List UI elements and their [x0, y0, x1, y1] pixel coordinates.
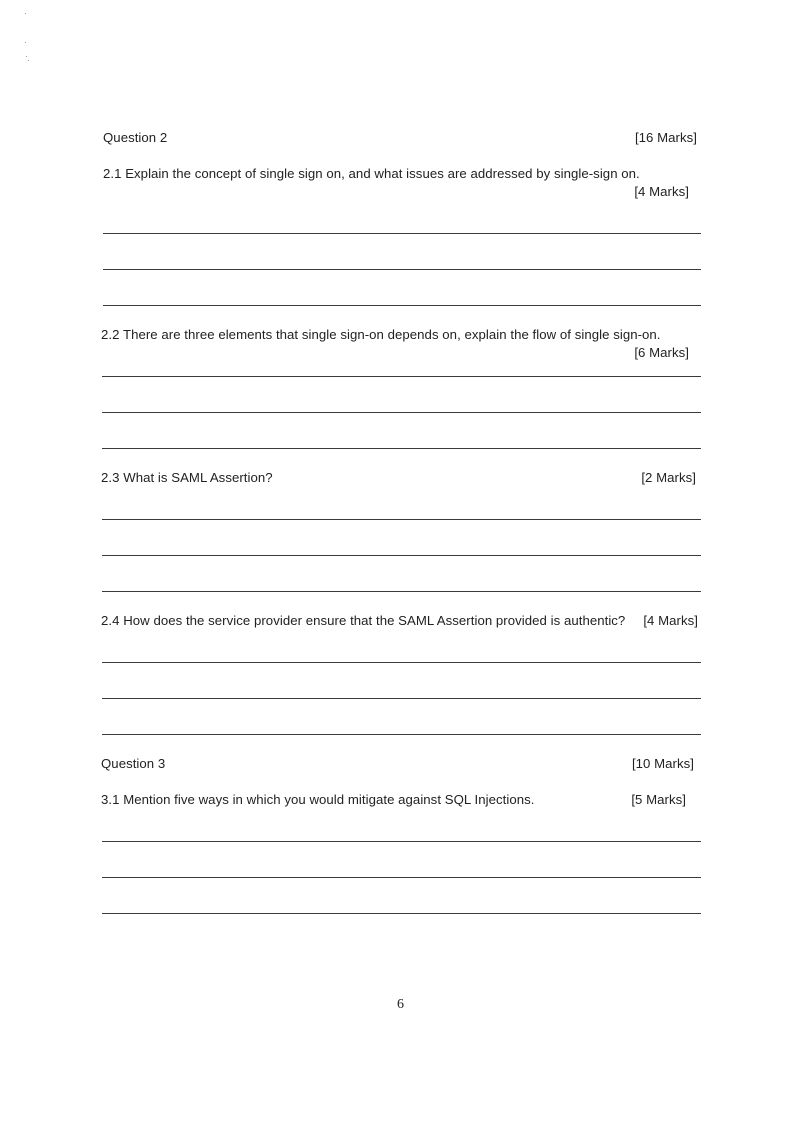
answer-line: [102, 734, 701, 735]
answer-line: [102, 841, 701, 842]
question-3-total-marks: [10 Marks]: [631, 756, 694, 771]
answer-line: [102, 519, 701, 520]
question-2-2-text: 2.2 There are three elements that single sign-on depends on, explain the flow of single sign-on.: [101, 327, 661, 342]
question-3-1-text: 3.1 Mention five ways in which you would mitigate against SQL Injections.: [101, 792, 535, 807]
scan-speck: [26, 56, 27, 57]
question-2-1-marks: [4 Marks]: [634, 184, 689, 199]
question-2-heading: Question 2: [103, 130, 168, 145]
answer-line: [102, 448, 701, 449]
question-2-4-marks: [4 Marks]: [643, 613, 698, 628]
answer-line: [102, 412, 701, 413]
answer-line: [103, 233, 701, 234]
question-2-3-marks: [2 Marks]: [641, 470, 696, 485]
page-number: 6: [397, 997, 404, 1012]
question-3-heading: Question 3: [101, 756, 166, 771]
scan-speck: [25, 42, 26, 43]
answer-line: [102, 662, 701, 663]
answer-line: [102, 591, 701, 592]
answer-line: [102, 913, 701, 914]
answer-line: [102, 376, 701, 377]
scan-speck: [25, 13, 26, 14]
answer-line: [103, 269, 701, 270]
question-2-3-text: 2.3 What is SAML Assertion?: [101, 470, 273, 485]
question-2-total-marks: [16 Marks]: [634, 130, 697, 145]
answer-line: [102, 555, 701, 556]
question-2-1-text: 2.1 Explain the concept of single sign on, and what issues are addressed by single-sign on.: [103, 166, 640, 181]
answer-line: [102, 877, 701, 878]
scan-speck: [28, 60, 29, 61]
answer-line: [102, 698, 701, 699]
question-2-4-text: 2.4 How does the service provider ensure that the SAML Assertion provided is authentic?: [101, 613, 626, 628]
answer-line: [103, 305, 701, 306]
question-2-2-marks: [6 Marks]: [634, 345, 689, 360]
question-3-1-marks: [5 Marks]: [631, 792, 686, 807]
